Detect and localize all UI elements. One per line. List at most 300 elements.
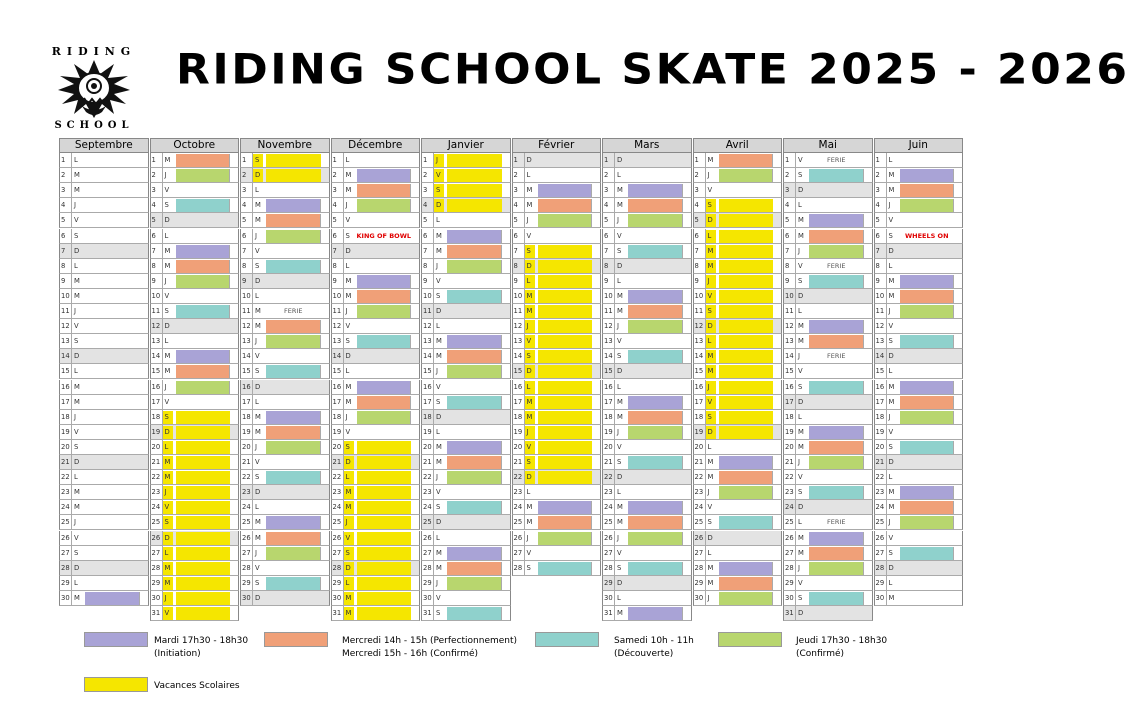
day-number: 4 bbox=[242, 201, 247, 210]
activity-block bbox=[809, 441, 864, 454]
weekday-letter: V bbox=[255, 458, 260, 466]
weekday-letter: V bbox=[526, 548, 532, 557]
day-number: 28 bbox=[332, 563, 342, 572]
day-number: 5 bbox=[423, 216, 428, 225]
empty-block bbox=[357, 154, 412, 167]
day-number: 3 bbox=[785, 186, 790, 195]
weekday-letter: M bbox=[888, 186, 895, 195]
day-number: 21 bbox=[694, 458, 704, 466]
weekday-letter: M bbox=[526, 412, 533, 421]
weekday-letter: L bbox=[74, 367, 78, 376]
day-number: 23 bbox=[423, 488, 432, 497]
holiday-label: FERIE bbox=[827, 352, 846, 361]
day-number: 13 bbox=[61, 337, 70, 346]
activity-block bbox=[719, 592, 774, 605]
day-number: 30 bbox=[332, 593, 342, 602]
activity-block bbox=[447, 441, 502, 454]
weekday-letter: L bbox=[255, 291, 259, 300]
weekday-letter: L bbox=[888, 156, 893, 164]
weekday-letter: V bbox=[74, 427, 79, 436]
day-number: 8 bbox=[242, 261, 247, 270]
day-number: 23 bbox=[604, 488, 613, 497]
month-header-3: Décembre bbox=[331, 138, 421, 153]
weekday-letter: S bbox=[617, 563, 622, 572]
day-number: 19 bbox=[242, 427, 251, 436]
day-number: 25 bbox=[513, 518, 523, 527]
day-number: 9 bbox=[423, 276, 428, 285]
calendar-grid bbox=[59, 138, 964, 621]
day-number: 7 bbox=[513, 246, 518, 255]
weekday-letter: L bbox=[74, 578, 78, 587]
weekday-letter: S bbox=[888, 337, 893, 346]
weekday-letter: M bbox=[707, 563, 714, 572]
day-number: 21 bbox=[423, 458, 432, 466]
activity-block bbox=[447, 290, 502, 303]
empty-block bbox=[85, 577, 140, 590]
activity-block bbox=[809, 381, 864, 394]
holiday-label: FERIE bbox=[827, 518, 846, 527]
day-number: 10 bbox=[604, 291, 613, 300]
weekday-letter: M bbox=[255, 216, 261, 225]
day-number: 11 bbox=[61, 307, 70, 315]
day-number: 8 bbox=[151, 261, 156, 270]
riding-school-logo bbox=[38, 44, 150, 130]
weekday-letter: V bbox=[798, 578, 803, 587]
day-number: 16 bbox=[694, 382, 704, 391]
activity-block bbox=[266, 516, 321, 529]
weekday-letter: M bbox=[526, 186, 533, 195]
weekday-letter: J bbox=[798, 563, 801, 572]
day-number: 28 bbox=[151, 563, 161, 572]
weekday-letter: J bbox=[436, 578, 439, 587]
activity-block bbox=[719, 290, 774, 303]
weekday-letter: D bbox=[164, 322, 170, 331]
day-number: 23 bbox=[513, 488, 523, 497]
weekday-letter: L bbox=[164, 337, 169, 346]
weekday-letter: J bbox=[707, 171, 710, 180]
weekday-letter: M bbox=[707, 352, 714, 361]
weekday-letter: S bbox=[255, 367, 260, 376]
activity-block bbox=[538, 290, 593, 303]
activity-block bbox=[628, 245, 683, 258]
weekday-letter: V bbox=[164, 397, 170, 406]
day-number: 16 bbox=[332, 382, 342, 391]
activity-block bbox=[176, 547, 231, 560]
weekday-letter: L bbox=[526, 276, 531, 285]
weekday-letter: V bbox=[798, 261, 803, 270]
activity-block bbox=[538, 214, 593, 227]
day-number: 9 bbox=[875, 276, 880, 285]
activity-block bbox=[538, 441, 593, 454]
weekday-letter: L bbox=[888, 367, 893, 376]
day-number: 18 bbox=[61, 412, 70, 421]
day-number: 28 bbox=[61, 563, 70, 572]
weekday-letter: S bbox=[617, 458, 622, 466]
day-number: 25 bbox=[604, 518, 613, 527]
empty-block bbox=[809, 365, 864, 378]
weekday-letter: S bbox=[164, 201, 169, 210]
weekday-letter: L bbox=[617, 382, 621, 391]
empty-block bbox=[628, 230, 683, 243]
empty-block bbox=[809, 471, 864, 484]
day-number: 27 bbox=[242, 548, 251, 557]
day-number: 12 bbox=[242, 322, 251, 331]
day-number: 30 bbox=[694, 593, 704, 602]
day-number: 6 bbox=[604, 231, 609, 240]
activity-block bbox=[900, 199, 955, 212]
activity-block bbox=[357, 275, 412, 288]
weekday-letter: V bbox=[526, 231, 532, 240]
weekday-letter: L bbox=[74, 261, 78, 270]
activity-block bbox=[266, 199, 321, 212]
weekday-letter: J bbox=[888, 201, 891, 210]
activity-block bbox=[266, 471, 321, 484]
empty-block bbox=[628, 441, 683, 454]
activity-block bbox=[447, 471, 502, 484]
empty-block bbox=[266, 562, 321, 575]
activity-block bbox=[719, 230, 774, 243]
weekday-letter: V bbox=[617, 231, 622, 240]
legend-label-jeudi: (Confirmé) bbox=[796, 649, 845, 659]
day-number: 27 bbox=[604, 548, 613, 557]
weekday-letter: S bbox=[798, 171, 803, 180]
activity-block bbox=[900, 335, 955, 348]
weekday-letter: J bbox=[164, 488, 167, 497]
weekday-letter: V bbox=[707, 503, 713, 512]
day-number: 9 bbox=[785, 276, 790, 285]
day-number: 6 bbox=[332, 231, 337, 240]
activity-block bbox=[447, 547, 502, 560]
activity-block bbox=[176, 501, 231, 514]
day-number: 1 bbox=[513, 156, 518, 164]
activity-block bbox=[266, 169, 321, 182]
empty-block bbox=[85, 426, 140, 439]
day-number: 26 bbox=[151, 533, 161, 542]
activity-block bbox=[447, 365, 502, 378]
activity-block bbox=[357, 411, 412, 424]
weekday-letter: J bbox=[798, 246, 801, 255]
activity-block bbox=[719, 245, 774, 258]
weekday-letter: M bbox=[888, 503, 895, 512]
weekday-letter: M bbox=[798, 427, 804, 436]
day-number: 25 bbox=[61, 518, 70, 527]
activity-block bbox=[719, 335, 774, 348]
weekday-letter: M bbox=[255, 201, 261, 210]
activity-block bbox=[176, 516, 231, 529]
day-number: 14 bbox=[785, 352, 794, 361]
activity-block bbox=[538, 516, 593, 529]
activity-block bbox=[538, 305, 593, 318]
weekday-letter: D bbox=[436, 307, 442, 315]
day-number: 6 bbox=[875, 231, 880, 240]
empty-block bbox=[809, 305, 864, 318]
weekday-letter: V bbox=[798, 367, 803, 376]
weekday-letter: J bbox=[436, 156, 439, 164]
day-number: 31 bbox=[604, 609, 613, 617]
weekday-letter: J bbox=[617, 322, 620, 331]
empty-block bbox=[447, 381, 502, 394]
activity-block bbox=[719, 456, 774, 469]
activity-block bbox=[357, 456, 412, 469]
weekday-letter: M bbox=[345, 593, 352, 602]
activity-block bbox=[628, 456, 683, 469]
empty-block bbox=[266, 456, 321, 469]
weekday-letter: M bbox=[888, 488, 895, 497]
day-number: 6 bbox=[151, 231, 156, 240]
event-label: KING OF BOWL bbox=[356, 231, 412, 240]
activity-block bbox=[719, 381, 774, 394]
day-number: 3 bbox=[694, 186, 699, 195]
activity-block bbox=[176, 486, 231, 499]
day-number: 16 bbox=[604, 382, 613, 391]
day-number: 6 bbox=[423, 231, 428, 240]
day-number: 14 bbox=[151, 352, 161, 361]
activity-block bbox=[628, 350, 683, 363]
month-header-2: Novembre bbox=[240, 138, 330, 153]
month-header-7: Avril bbox=[693, 138, 783, 153]
weekday-letter: L bbox=[526, 171, 531, 180]
day-number: 31 bbox=[151, 609, 161, 617]
day-number: 22 bbox=[242, 473, 251, 482]
weekday-letter: D bbox=[255, 488, 261, 497]
activity-block bbox=[357, 516, 412, 529]
activity-block bbox=[176, 199, 231, 212]
activity-block bbox=[719, 169, 774, 182]
weekday-letter: V bbox=[526, 337, 532, 346]
empty-block bbox=[176, 396, 231, 409]
activity-block bbox=[176, 381, 231, 394]
day-number: 26 bbox=[875, 533, 885, 542]
empty-block bbox=[85, 471, 140, 484]
day-number: 2 bbox=[785, 171, 790, 180]
weekday-letter: M bbox=[74, 291, 80, 300]
weekday-letter: D bbox=[526, 156, 532, 164]
weekday-letter: M bbox=[345, 488, 352, 497]
empty-block bbox=[719, 501, 774, 514]
weekday-letter: D bbox=[255, 593, 261, 602]
day-number: 6 bbox=[513, 231, 518, 240]
holiday-label: FERIE bbox=[284, 307, 303, 315]
weekday-letter: D bbox=[74, 563, 80, 572]
activity-block bbox=[447, 335, 502, 348]
empty-block bbox=[447, 275, 502, 288]
activity-block bbox=[719, 562, 774, 575]
empty-block bbox=[900, 471, 955, 484]
day-number: 2 bbox=[242, 171, 247, 180]
day-number: 27 bbox=[785, 548, 794, 557]
weekday-letter: L bbox=[164, 442, 169, 451]
activity-block bbox=[266, 411, 321, 424]
empty-block bbox=[447, 426, 502, 439]
activity-block bbox=[357, 501, 412, 514]
day-number: 20 bbox=[785, 442, 794, 451]
weekday-letter: D bbox=[617, 367, 623, 376]
weekday-letter: V bbox=[798, 473, 803, 482]
empty-block bbox=[266, 290, 321, 303]
weekday-letter: M bbox=[617, 412, 623, 421]
empty-block bbox=[900, 320, 955, 333]
day-number: 20 bbox=[61, 442, 70, 451]
day-number: 17 bbox=[604, 397, 613, 406]
weekday-letter: S bbox=[798, 488, 803, 497]
day-number: 11 bbox=[785, 307, 794, 315]
day-number: 15 bbox=[513, 367, 523, 376]
weekday-letter: D bbox=[707, 533, 713, 542]
activity-block bbox=[538, 381, 593, 394]
weekday-letter: J bbox=[255, 337, 258, 346]
weekday-letter: D bbox=[526, 473, 532, 482]
day-number: 1 bbox=[694, 156, 699, 164]
weekday-letter: D bbox=[617, 578, 623, 587]
weekday-letter: S bbox=[345, 231, 350, 240]
day-number: 18 bbox=[513, 412, 523, 421]
day-number: 13 bbox=[694, 337, 704, 346]
day-number: 3 bbox=[423, 186, 428, 195]
activity-block bbox=[628, 214, 683, 227]
activity-block bbox=[538, 426, 593, 439]
day-number: 27 bbox=[513, 548, 523, 557]
day-number: 3 bbox=[242, 186, 247, 195]
day-number: 11 bbox=[151, 307, 161, 315]
day-number: 10 bbox=[423, 291, 432, 300]
activity-block bbox=[719, 260, 774, 273]
day-number: 21 bbox=[785, 458, 794, 466]
weekday-letter: L bbox=[707, 548, 712, 557]
activity-block bbox=[719, 320, 774, 333]
weekday-letter: L bbox=[345, 473, 350, 482]
day-number: 7 bbox=[875, 246, 880, 255]
empty-block bbox=[85, 214, 140, 227]
empty-block bbox=[85, 532, 140, 545]
day-number: 24 bbox=[423, 503, 432, 512]
activity-block bbox=[900, 411, 955, 424]
day-number: 22 bbox=[513, 473, 523, 482]
day-number: 20 bbox=[423, 442, 432, 451]
day-number: 11 bbox=[604, 307, 613, 315]
activity-block bbox=[266, 320, 321, 333]
weekday-letter: S bbox=[617, 246, 622, 255]
day-number: 7 bbox=[604, 246, 609, 255]
day-number: 10 bbox=[875, 291, 885, 300]
weekday-letter: D bbox=[526, 261, 532, 270]
day-number: 5 bbox=[513, 216, 518, 225]
weekday-letter: S bbox=[798, 593, 803, 602]
activity-block bbox=[176, 607, 231, 620]
weekday-letter: J bbox=[345, 201, 348, 210]
empty-block bbox=[85, 199, 140, 212]
weekday-letter: J bbox=[164, 593, 167, 602]
empty-block bbox=[85, 335, 140, 348]
day-number: 14 bbox=[694, 352, 704, 361]
activity-block bbox=[176, 275, 231, 288]
day-number: 29 bbox=[151, 578, 161, 587]
weekday-letter: D bbox=[798, 503, 804, 512]
empty-block bbox=[447, 592, 502, 605]
weekday-letter: M bbox=[707, 458, 714, 466]
day-number: 14 bbox=[513, 352, 523, 361]
day-number: 20 bbox=[151, 442, 161, 451]
weekday-letter: L bbox=[707, 337, 712, 346]
day-number: 27 bbox=[694, 548, 704, 557]
activity-block bbox=[266, 426, 321, 439]
day-number: 15 bbox=[61, 367, 70, 376]
activity-block bbox=[176, 350, 231, 363]
activity-block bbox=[538, 275, 593, 288]
day-number: 4 bbox=[423, 201, 428, 210]
day-number: 2 bbox=[513, 171, 518, 180]
weekday-letter: S bbox=[436, 609, 441, 617]
weekday-letter: S bbox=[617, 352, 622, 361]
activity-block bbox=[538, 532, 593, 545]
day-number: 7 bbox=[423, 246, 428, 255]
weekday-letter: V bbox=[345, 322, 351, 331]
day-number: 12 bbox=[151, 322, 161, 331]
day-number: 31 bbox=[423, 609, 432, 617]
activity-block bbox=[357, 290, 412, 303]
weekday-letter: M bbox=[798, 442, 804, 451]
day-number: 17 bbox=[513, 397, 523, 406]
weekday-letter: V bbox=[526, 442, 532, 451]
weekday-letter: M bbox=[888, 593, 895, 602]
empty-block bbox=[357, 426, 412, 439]
day-number: 15 bbox=[785, 367, 794, 376]
day-number: 11 bbox=[423, 307, 432, 315]
activity-block bbox=[357, 396, 412, 409]
day-number: 17 bbox=[694, 397, 704, 406]
weekday-letter: V bbox=[164, 186, 170, 195]
day-number: 21 bbox=[875, 458, 885, 466]
weekday-letter: L bbox=[798, 307, 802, 315]
weekday-letter: M bbox=[798, 337, 804, 346]
day-number: 21 bbox=[513, 458, 523, 466]
weekday-letter: L bbox=[436, 533, 440, 542]
day-number: 30 bbox=[604, 593, 613, 602]
day-number: 24 bbox=[61, 503, 70, 512]
activity-block bbox=[719, 350, 774, 363]
day-number: 14 bbox=[875, 352, 885, 361]
day-number: 13 bbox=[875, 337, 885, 346]
weekday-letter: M bbox=[255, 322, 261, 331]
day-number: 19 bbox=[61, 427, 70, 436]
day-number: 10 bbox=[785, 291, 794, 300]
weekday-letter: V bbox=[164, 609, 170, 617]
weekday-letter: L bbox=[617, 171, 621, 180]
weekday-letter: D bbox=[888, 563, 894, 572]
activity-block bbox=[357, 577, 412, 590]
weekday-letter: M bbox=[526, 518, 533, 527]
weekday-letter: L bbox=[436, 322, 440, 331]
activity-block bbox=[176, 441, 231, 454]
empty-block bbox=[266, 501, 321, 514]
weekday-letter: M bbox=[255, 533, 261, 542]
month-header-8: Mai bbox=[783, 138, 873, 153]
weekday-letter: M bbox=[164, 261, 171, 270]
weekday-letter: M bbox=[74, 593, 80, 602]
activity-block bbox=[357, 169, 412, 182]
day-number: 30 bbox=[242, 593, 251, 602]
weekday-letter: D bbox=[707, 216, 713, 225]
month-header-1: Octobre bbox=[150, 138, 240, 153]
weekday-letter: J bbox=[164, 382, 167, 391]
activity-block bbox=[719, 471, 774, 484]
weekday-letter: J bbox=[436, 261, 439, 270]
activity-block bbox=[809, 214, 864, 227]
day-number: 23 bbox=[694, 488, 704, 497]
day-number: 18 bbox=[151, 412, 161, 421]
weekday-letter: V bbox=[436, 171, 441, 180]
empty-block bbox=[85, 381, 140, 394]
day-number: 22 bbox=[423, 473, 432, 482]
